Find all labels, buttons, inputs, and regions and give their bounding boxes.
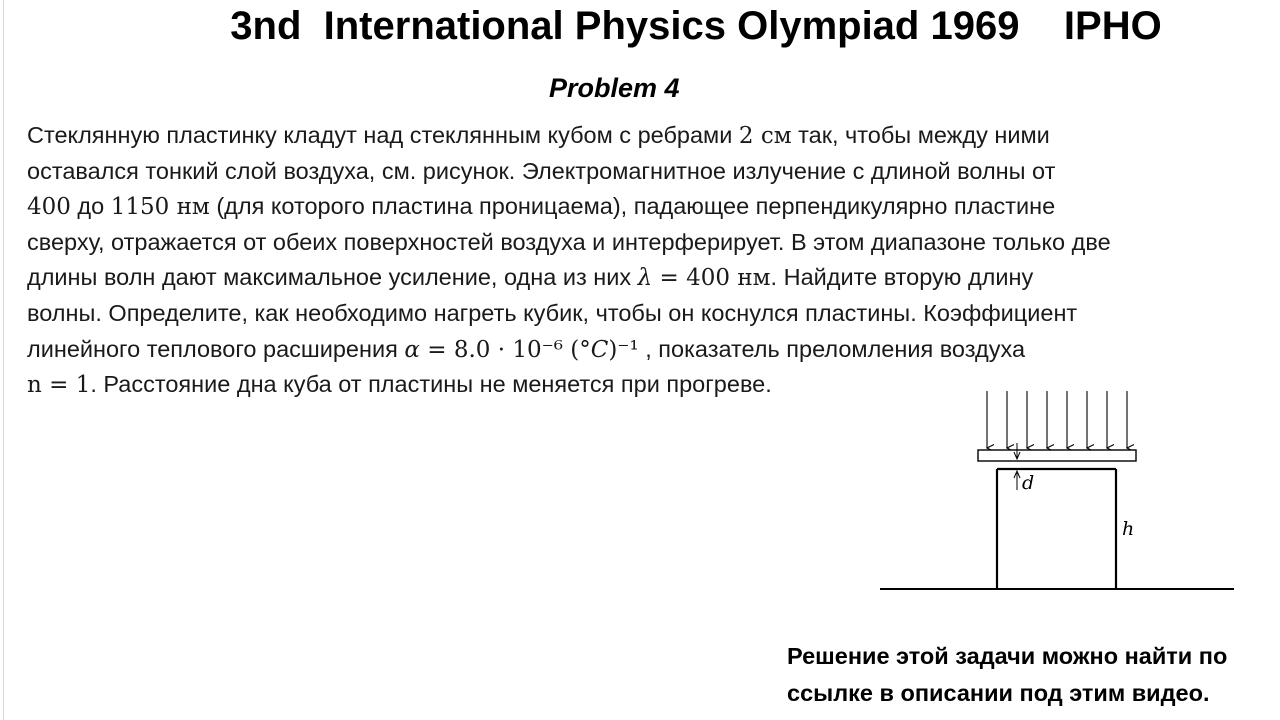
glass-plate — [978, 450, 1136, 461]
text-segment: . Расстояние дна куба от пластины не меняется при прогреве. — [90, 371, 772, 398]
left-border — [3, 0, 4, 720]
problem-statement — [27, 118, 1267, 403]
statement-line-1 — [27, 118, 1267, 154]
solution-note-line-1: Решение этой задачи можно найти по — [787, 643, 1228, 669]
text-segment: линейного теплового расширения — [27, 335, 405, 362]
statement-line-7 — [27, 332, 1267, 368]
text-segment: так, чтобы между ними — [791, 122, 1050, 148]
text-segment: , показатель преломления воздуха — [638, 335, 1026, 362]
setup-diagram — [870, 385, 1250, 605]
text-segment: до — [70, 193, 111, 220]
solution-note-line-2: ссылке в описании под этим видео. — [787, 680, 1210, 706]
problem-heading: Problem 4 — [549, 73, 680, 103]
text-segment: . Найдите вторую длину — [770, 264, 1034, 291]
statement-line-2: оставался тонкий слой воздуха, см. рисунок. Электромагнитное излучение с длиной волны от — [27, 157, 1056, 184]
statement-line-6: волны. Определите, как необходимо нагреть кубик, чтобы он коснулся пластины. Коэффициент — [27, 299, 1078, 326]
math-edge-length: 2 см — [738, 123, 792, 149]
solution-note — [787, 638, 1280, 712]
statement-line-3 — [27, 189, 1267, 225]
label-h: h — [1122, 518, 1135, 540]
math-alpha-value: = 8.0 · 10⁻⁶ (° — [419, 336, 591, 363]
statement-line-4: сверху, отражается от обеих поверхностей воздуха и интерферирует. В этом диапазоне только две — [27, 228, 1111, 255]
label-d: d — [1022, 472, 1035, 494]
text-segment: Стеклянную пластинку кладут над стеклянным кубом с ребрами — [27, 122, 739, 148]
text-segment: (для которого пластина проницаема), падающее перпендикулярно пластине — [209, 193, 1056, 220]
math-wavelength-max: 1150 нм — [110, 194, 210, 221]
math-exponent: )⁻¹ — [608, 336, 639, 363]
math-lambda-value: = 400 нм — [652, 265, 771, 292]
text-segment: длины волн дают максимальное усиление, одна из них — [27, 264, 638, 291]
math-refractive-index: n = 1 — [27, 372, 91, 399]
page-title: 3nd International Physics Olympiad 1969 IPHO — [230, 4, 1162, 48]
math-lambda: λ — [637, 265, 653, 292]
math-wavelength-min: 400 — [27, 194, 71, 221]
cube-outline — [997, 469, 1116, 589]
math-celsius-c: C — [590, 336, 609, 363]
math-alpha: α — [404, 336, 420, 363]
incident-rays — [987, 391, 1127, 448]
statement-line-5 — [27, 260, 1267, 296]
